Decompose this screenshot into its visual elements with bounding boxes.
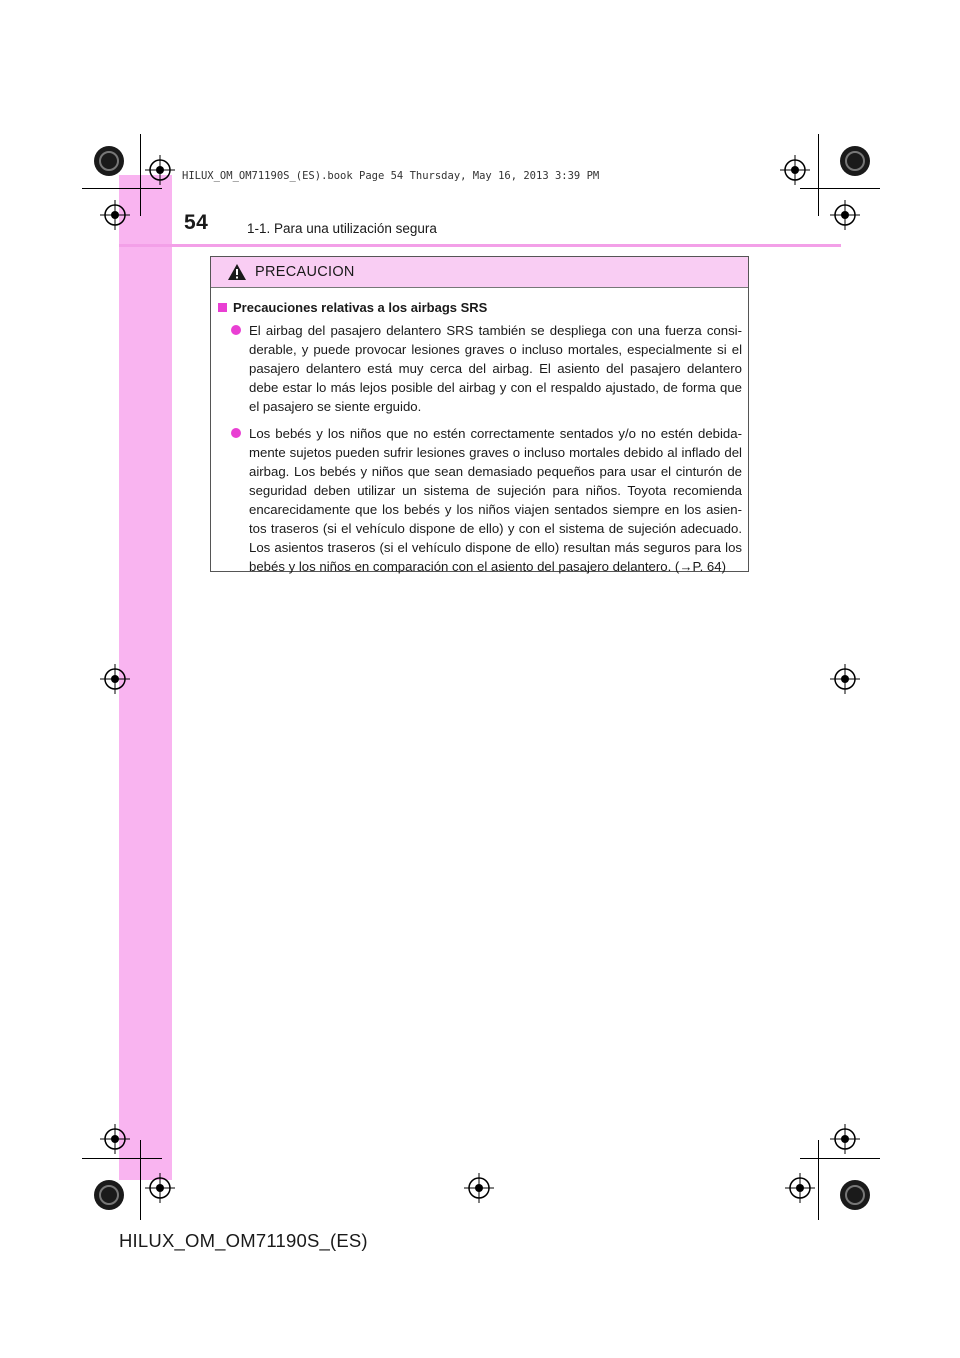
- registration-mark-icon: [838, 144, 872, 178]
- caution-item-text: Los bebés y los niños que no estén correctamente sentados y/o no estén debida-mente sujetos pueden sufrir lesiones graves o incluso mortales debido al inflado del airbag. Los bebés y niños que sean demasiado pequeños para usar el cinturón de seguridad deben utilizar un sistema de sujeción para niños. Toyota recomienda encarecidamente que los bebés y los niños viajen sentados siempre en los asien-tos traseros (si el vehículo dispone de ello) y con el sistema de sujeción adecuado. Los asientos traseros (si el vehículo dispone de ello) resultan más seguros para los bebés y los niños en comparación con el asiento del pasajero delantero. (→P. 64): [249, 426, 742, 574]
- round-bullet-icon: [231, 428, 241, 438]
- crop-mark: [140, 1140, 141, 1220]
- crop-mark: [800, 188, 880, 189]
- caution-box: [210, 256, 749, 572]
- registration-mark-icon: [100, 1124, 130, 1154]
- caution-subheading-text: Precauciones relativas a los airbags SRS: [233, 300, 488, 315]
- registration-mark-icon: [838, 1178, 872, 1212]
- registration-mark-icon: [830, 1124, 860, 1154]
- crop-mark: [82, 188, 162, 189]
- registration-mark-icon: [92, 144, 126, 178]
- registration-mark-icon: [780, 155, 810, 185]
- round-bullet-icon: [231, 325, 241, 335]
- crop-mark: [82, 1158, 162, 1159]
- registration-mark-icon: [100, 200, 130, 230]
- caution-item-text: El airbag del pasajero delantero SRS también se despliega con una fuerza consi-derable, y puede provocar lesiones graves o incluso mortales, especialmente si el pasajero delantero está muy cerca del airbag. El asiento del pasajero delantero debe estar lo más lejos posible del airbag y con el respaldo ajustado, de forma que el pasajero se siente erguido.: [249, 323, 742, 414]
- square-bullet-icon: [218, 303, 227, 312]
- registration-mark-icon: [785, 1173, 815, 1203]
- registration-mark-icon: [830, 200, 860, 230]
- warning-triangle-icon: [227, 263, 247, 281]
- book-meta-stamp: HILUX_OM_OM71190S_(ES).book Page 54 Thursday, May 16, 2013 3:39 PM: [182, 170, 600, 182]
- crop-mark: [818, 134, 819, 216]
- registration-mark-icon: [92, 1178, 126, 1212]
- caution-header: [211, 257, 748, 288]
- caution-body: [211, 288, 748, 576]
- registration-mark-icon: [100, 664, 130, 694]
- footer-code: HILUX_OM_OM71190S_(ES): [119, 1230, 368, 1251]
- caution-subheading: [218, 300, 742, 315]
- registration-mark-icon: [145, 155, 175, 185]
- section-title: 1-1. Para una utilización segura: [247, 221, 437, 236]
- registration-mark-icon: [464, 1173, 494, 1203]
- caution-label: PRECAUCION: [255, 264, 355, 280]
- page-number: 54: [184, 211, 209, 234]
- crop-mark: [140, 134, 141, 216]
- header-rule: [119, 244, 841, 247]
- crop-mark: [800, 1158, 880, 1159]
- caution-item: [218, 424, 742, 576]
- crop-mark: [818, 1140, 819, 1220]
- caution-item: [218, 321, 742, 416]
- registration-mark-icon: [830, 664, 860, 694]
- registration-mark-icon: [145, 1173, 175, 1203]
